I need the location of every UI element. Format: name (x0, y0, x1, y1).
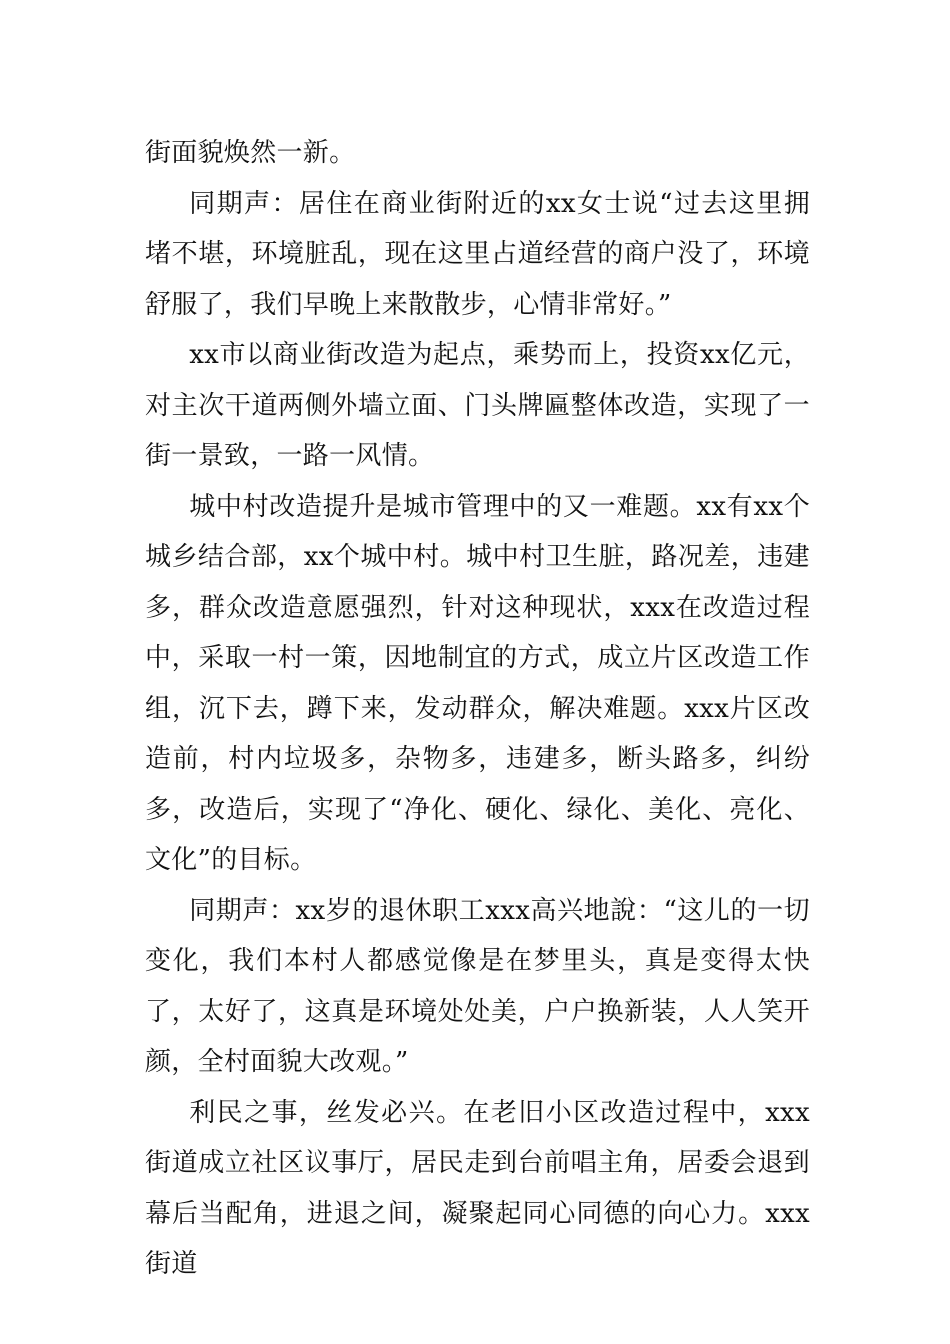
paragraph-street-renovation: xx市以商业街改造为起点，乘势而上，投资xx亿元，对主次干道两侧外墙立面、门头牌匾整体改造，实现了一街一景致，一路一风情。 (145, 340, 810, 471)
paragraph-sound-bite-retiree: 同期声：xx岁的退休职工xxx高兴地說：“这儿的一切变化，我们本村人都感觉像是在梦里头，真是变得太快了，太好了，这真是环境处处美，户户换新装，人人笑开颜，全村面貌大改观。” (145, 895, 810, 1077)
paragraph-urban-village: 城中村改造提升是城市管理中的又一难题。xx有xx个城乡结合部，xx个城中村。城中村卫生脏，路况差，违建多，群众改造意愿强烈，针对这种现状，xxx在改造过程中，采取一村一策，因地制宜的方式，成立片区改造工作组，沉下去，蹲下来，发动群众，解决难题。xxx片区改造前，村内垃圾多，杂物多，违建多，断头路多，纠纷多，改造后，实现了“净化、硬化、绿化、美化、亮化、文化”的目标。 (145, 491, 810, 875)
paragraph-continuation: 街面貌焕然一新。 (145, 138, 356, 168)
document-body (145, 128, 810, 1290)
paragraph-old-community: 利民之事，丝发必兴。在老旧小区改造过程中，xxx街道成立社区议事厅，居民走到台前唱主角，居委会退到幕后当配角，进退之间，凝聚起同心同德的向心力。xxx街道 (145, 1097, 810, 1279)
paragraph-sound-bite-resident: 同期声：居住在商业街附近的xx女士说“过去这里拥堵不堪，环境脏乱，现在这里占道经营的商户没了，环境舒服了，我们早晚上来散散步，心情非常好。” (145, 188, 810, 320)
